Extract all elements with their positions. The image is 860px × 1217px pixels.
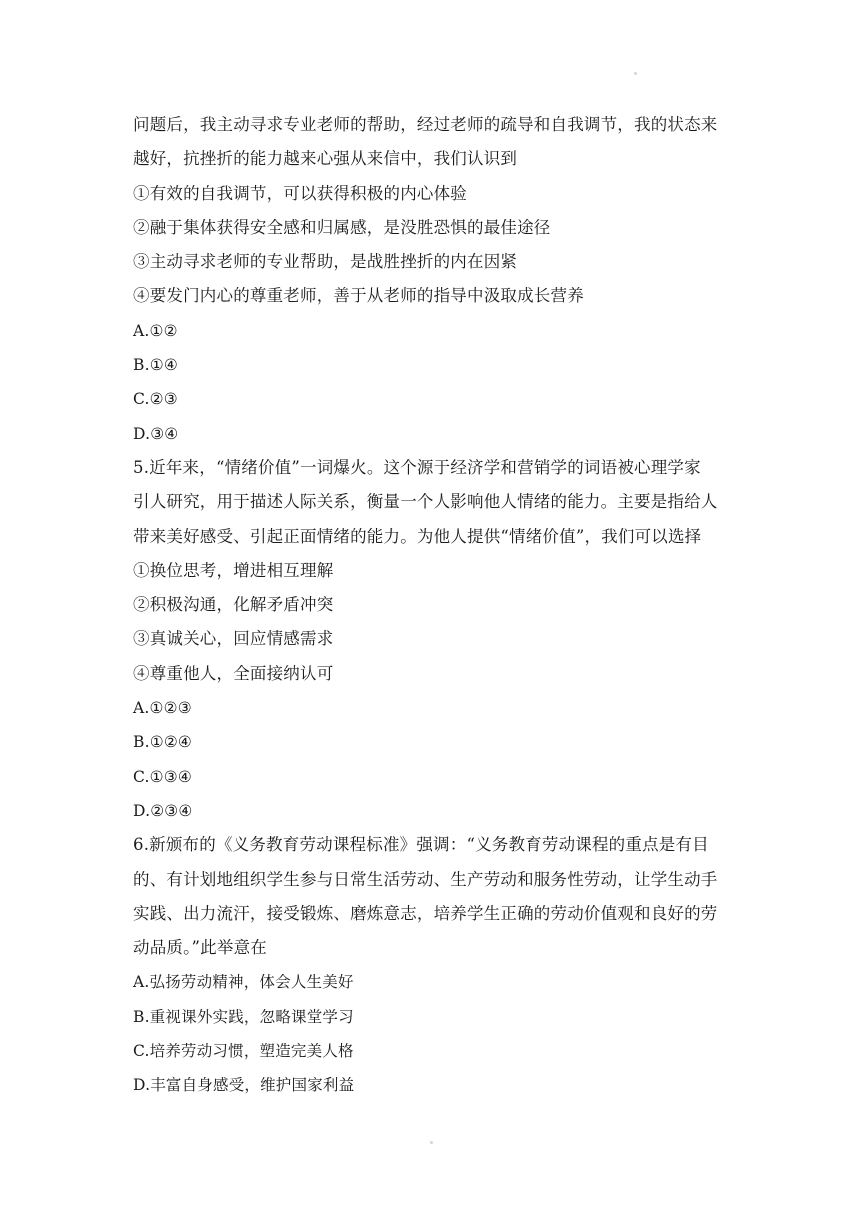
q5-statement: ①换位思考，增进相互理解	[133, 560, 334, 580]
q5-statement: ④尊重他人，全面接纳认可	[133, 663, 334, 683]
q5-stem-line: 5.近年来，“情绪价值”一词爆火。这个源于经济学和营销学的词语被心理学家	[133, 457, 701, 477]
q4-statement: ③主动寻求老师的专业帮助，是战胜挫折的内在因紧	[133, 252, 518, 272]
q5-stem-line: 带来美好感受、引起正面情绪的能力。为他人提供“情绪价值”，我们可以选择	[133, 526, 702, 546]
q4-option-d: D.③④	[133, 424, 179, 443]
q5-option-c: C.①③④	[133, 767, 192, 786]
q4-statement: ④要发门内心的尊重老师，善于从老师的指导中汲取成长营养	[133, 286, 584, 306]
q5-option-a: A.①②③	[133, 699, 192, 718]
q6-option-a: A.弘扬劳动精神，体会人生美好	[133, 973, 354, 992]
q5-option-d: D.②③④	[133, 801, 193, 820]
q4-option-a: A.①②	[133, 321, 178, 340]
q5-option-b: B.①②④	[133, 733, 193, 752]
exam-page	[133, 108, 733, 1103]
q4-option-b: B.①④	[133, 356, 178, 375]
question-6	[133, 828, 733, 1102]
page-mark-top	[634, 72, 637, 75]
q5-stem-line: 引人研究，用于描述人际关系，衡量一个人影响他人情绪的能力。主要是指给人	[133, 492, 718, 512]
q4-option-c: C.②③	[133, 390, 178, 409]
q6-option-d: D.丰富自身感受，维护国家利益	[133, 1076, 355, 1095]
q4-statement: ②融于集体获得安全感和归属感，是没胜恐惧的最佳途径	[133, 217, 551, 237]
q6-stem-line: 实践、出力流汗，接受锻炼、磨炼意志，培养学生正确的劳动价值观和良好的劳	[133, 903, 718, 923]
q6-stem-line: 的、有计划地组织学生参与日常生活劳动、生产劳动和服务性劳动，让学生动手	[133, 869, 718, 889]
q6-stem-line: 6.新颁布的《义务教育劳动课程标准》强调：“义务教育劳动课程的重点是有目	[133, 835, 709, 855]
q6-option-c: C.培养劳动习惯，塑造完美人格	[133, 1042, 354, 1061]
q6-option-b: B.重视课外实践，忽略课堂学习	[133, 1007, 354, 1026]
question-5	[133, 451, 733, 828]
question-4-continuation	[133, 108, 733, 451]
page-mark-bottom	[430, 1141, 433, 1144]
q5-statement: ②积极沟通，化解矛盾冲突	[133, 595, 334, 615]
q4-stem-line: 越好，抗挫折的能力越来心强从来信中，我们认识到	[133, 149, 518, 169]
q6-stem-line: 动品质。”此举意在	[133, 938, 267, 958]
q5-statement: ③真诚关心，回应情感需求	[133, 629, 334, 649]
q4-statement: ①有效的自我调节，可以获得积极的内心体验	[133, 183, 467, 203]
q4-stem-line: 问题后，我主动寻求专业老师的帮助，经过老师的疏导和自我调节，我的状态来	[133, 115, 718, 134]
